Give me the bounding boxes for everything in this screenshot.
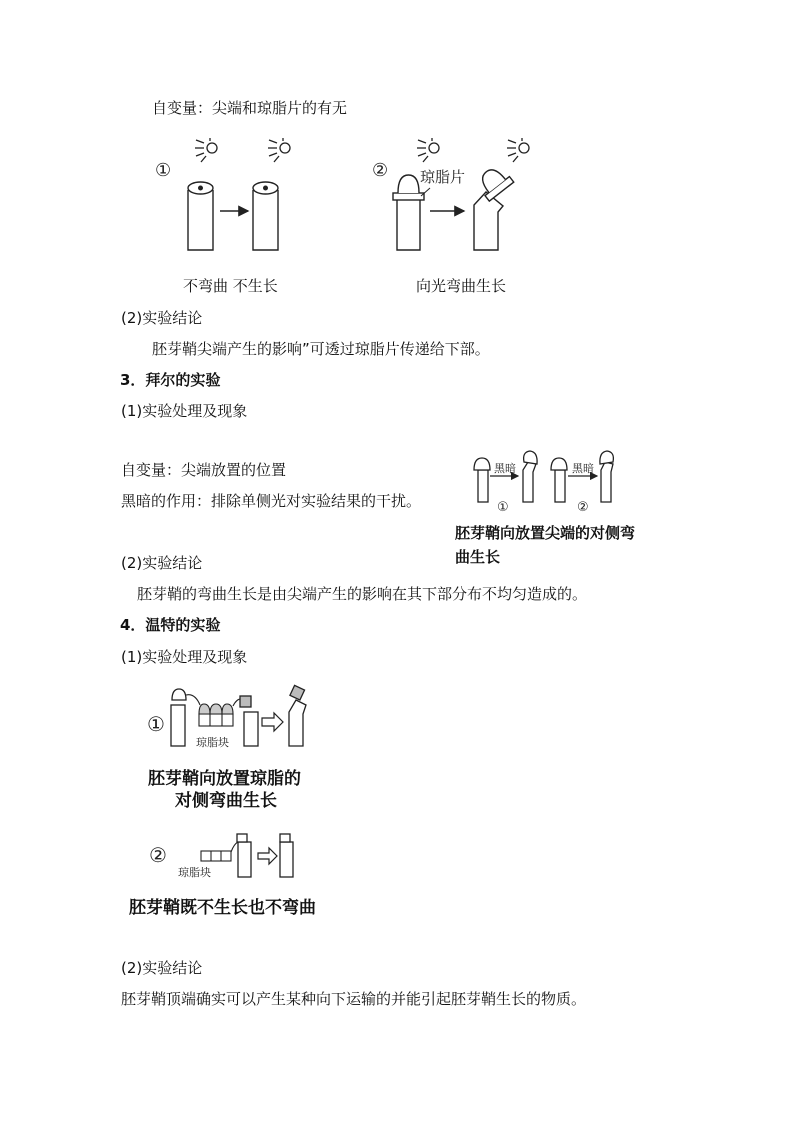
hollow-arrow-icon bbox=[262, 713, 283, 731]
coleoptile-tip-offset bbox=[551, 458, 567, 502]
agar-block-label: 琼脂块 bbox=[196, 736, 229, 749]
figure-went-experiment-2 bbox=[0, 830, 794, 885]
figure-number-2: ② bbox=[372, 160, 389, 181]
figure-number-1: ① bbox=[155, 160, 172, 181]
coleoptile-decapitated bbox=[253, 182, 278, 250]
coleoptile-decapitated bbox=[171, 689, 186, 746]
coleoptile-tip-offset bbox=[474, 458, 490, 502]
conclusion-text: 胚芽鞘顶端确实可以产生某种向下运输的并能引起胚芽鞘生长的物质。 bbox=[121, 990, 587, 1008]
agar-blocks-with-tips bbox=[199, 704, 233, 726]
figure-number-1: ① bbox=[147, 712, 165, 736]
caption-no-bend-no-growth: 不弯曲 不生长 bbox=[183, 277, 278, 295]
coleoptile-with-plain-block bbox=[237, 834, 251, 877]
figure-number-1: ① bbox=[497, 500, 509, 515]
variable-text-tip-agar: 自变量：尖端和琼脂片的有无 bbox=[152, 99, 348, 117]
coleoptile-unchanged bbox=[280, 834, 293, 877]
coleoptile-with-offset-block bbox=[240, 696, 258, 746]
agar-block-label: 琼脂块 bbox=[178, 866, 211, 879]
caption-went-result-2: 胚芽鞘既不生长也不弯曲 bbox=[129, 898, 316, 918]
subheading-procedure: (1)实验处理及现象 bbox=[121, 648, 248, 666]
section-heading-went: 4．温特的实验 bbox=[120, 616, 221, 634]
darkness-label: 黑暗 bbox=[572, 462, 594, 475]
darkness-role-text: 黑暗的作用：排除单侧光对实验结果的干扰。 bbox=[121, 492, 422, 510]
figure-paal-experiment bbox=[0, 448, 794, 518]
coleoptile-bent-away bbox=[289, 685, 306, 746]
variable-text-tip-position: 自变量：尖端放置的位置 bbox=[121, 461, 287, 479]
conclusion-heading: (2)实验结论 bbox=[121, 959, 203, 977]
caption-phototropic-bending: 向光弯曲生长 bbox=[416, 277, 507, 295]
darkness-label: 黑暗 bbox=[494, 462, 516, 475]
figure-tip-agar-experiment bbox=[0, 135, 794, 295]
coleoptile-uncut bbox=[188, 182, 213, 250]
sun-icon bbox=[195, 138, 217, 162]
conclusion-heading: (2)实验结论 bbox=[121, 309, 203, 327]
plain-agar-blocks bbox=[201, 851, 231, 861]
conclusion-text: 胚芽鞘尖端产生的影响”可透过琼脂片传递给下部。 bbox=[152, 340, 490, 358]
hollow-arrow-icon bbox=[258, 848, 277, 864]
coleoptile-bent bbox=[523, 451, 537, 502]
arrow-icon bbox=[231, 842, 238, 852]
sun-icon bbox=[268, 138, 290, 162]
figure-number-2: ② bbox=[577, 500, 589, 515]
sun-icon bbox=[507, 138, 529, 162]
figure-went-experiment-1 bbox=[0, 682, 794, 762]
caption-went-result-1-line2: 对侧弯曲生长 bbox=[175, 791, 277, 811]
arrow-icon bbox=[186, 695, 200, 705]
conclusion-text: 胚芽鞘的弯曲生长是由尖端产生的影响在其下部分布不均匀造成的。 bbox=[137, 585, 588, 603]
agar-sheet-label: 琼脂片 bbox=[420, 168, 466, 186]
figure-number-2: ② bbox=[149, 843, 167, 867]
caption-went-result-1-line1: 胚芽鞘向放置琼脂的 bbox=[148, 769, 301, 789]
subheading-procedure: (1)实验处理及现象 bbox=[121, 402, 248, 420]
coleoptile-bent bbox=[600, 451, 614, 502]
sun-icon bbox=[417, 138, 439, 162]
conclusion-heading: (2)实验结论 bbox=[121, 554, 203, 572]
caption-paal-result: 胚芽鞘向放置尖端的对侧弯曲生长 bbox=[455, 524, 636, 566]
coleoptile-with-agar-sheet bbox=[393, 175, 424, 250]
section-heading-paal: 3．拜尔的实验 bbox=[120, 371, 221, 389]
coleoptile-bent-toward-light bbox=[474, 162, 514, 250]
